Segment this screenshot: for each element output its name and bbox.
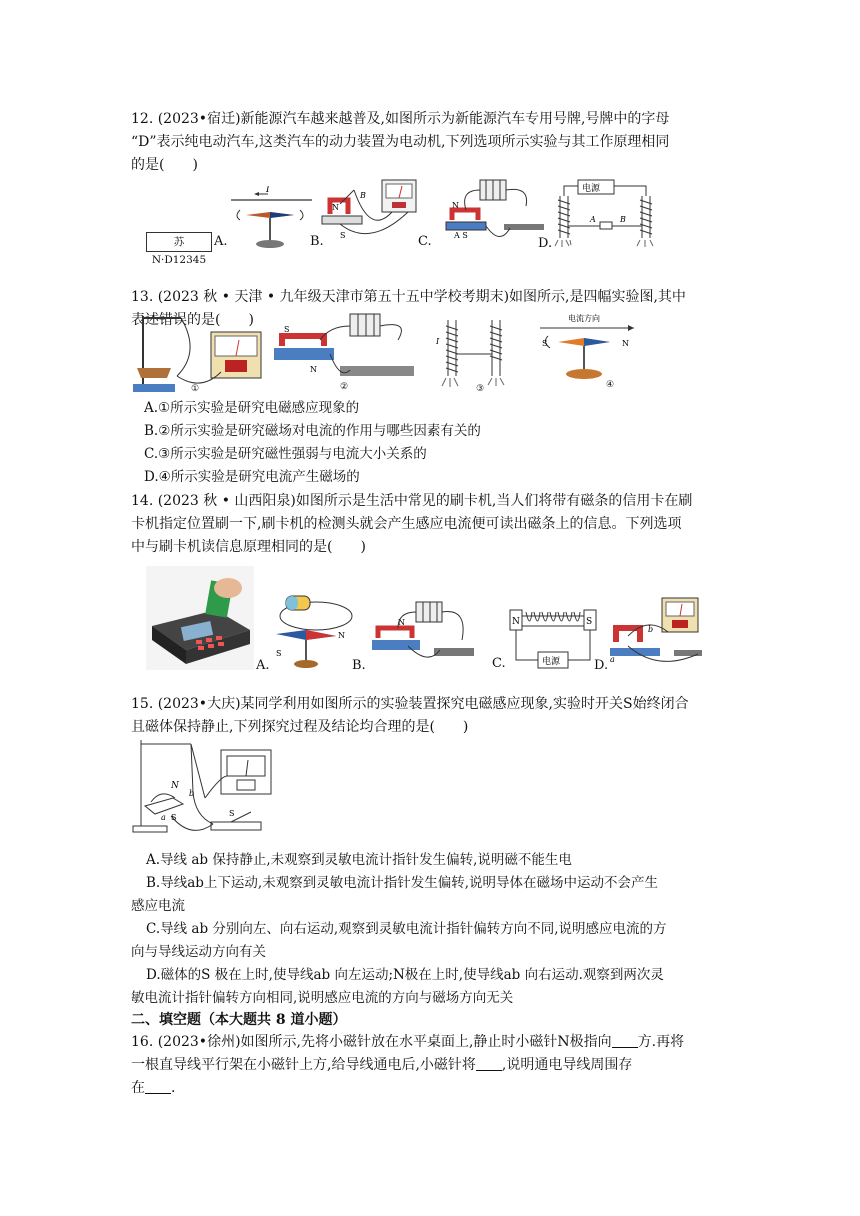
q14-line2: 卡机指定位置刷一下,刷卡机的检测头就会产生感应电流便可读出磁条上的信息。下列选项 [131, 516, 682, 532]
q16-line2-text-b: ,说明通电导线周围存 [501, 1057, 633, 1073]
svg-text:A: A [590, 215, 596, 224]
svg-text:N: N [512, 617, 520, 627]
svg-text:电源: 电源 [542, 657, 561, 667]
svg-text:A S: A S [454, 231, 468, 240]
svg-text:a: a [610, 655, 615, 664]
q16-line2 [131, 1054, 632, 1076]
q16-line1-text-a: 16. (2023•徐州)如图所示,先将小磁针放在水平桌面上,静止时小磁针N极指向 [131, 1034, 612, 1050]
svg-text:N: N [332, 203, 339, 212]
q13-caption-2: ② [340, 382, 349, 392]
q12-line1: 12. (2023•宿迁)新能源汽车越来越普及,如图所示为新能源汽车专用号牌,号牌中的字母 [131, 111, 670, 127]
q15-option-a: A.导线 ab 保持静止,未观察到灵敏电流计指针发生偏转,说明磁不能生电 [146, 852, 572, 868]
q12-option-d: D. [538, 236, 553, 251]
q13-caption-4: ④ [606, 380, 615, 390]
svg-text:N: N [171, 781, 179, 791]
q15-option-c-line1: C.导线 ab 分别向左、向右运动,观察到灵敏电流计指针偏转方向不同,说明感应电流的方 [146, 921, 667, 937]
svg-text:a: a [161, 813, 166, 822]
q13-figure-3 [432, 314, 522, 398]
q12-line3: 的是( ) [131, 157, 198, 173]
q16-line1-text-b: 方.再将 [637, 1034, 685, 1050]
q15-option-d-line1: D.磁体的S 极在上时,使导线ab 向左运动;N极在上时,使导线ab 向右运动.观察到两次灵 [146, 967, 664, 983]
q14-option-d: D. [594, 658, 609, 673]
svg-text:S: S [276, 649, 282, 658]
q12-figure-a [214, 186, 316, 250]
q14-option-a: A. [256, 658, 270, 673]
svg-text:N: N [310, 365, 317, 374]
q16-line3-text-b: . [171, 1080, 176, 1096]
svg-text:N: N [338, 631, 345, 640]
q14-figure-c [508, 600, 609, 674]
svg-text:电源: 电源 [582, 184, 601, 194]
plate-text: 苏N·D12345 [151, 236, 207, 266]
svg-text:S: S [542, 339, 548, 348]
section-title: 二、填空题（本大题共 8 道小题） [131, 1012, 347, 1028]
q12-option-c: C. [418, 234, 432, 249]
q15-line1: 15. (2023•大庆)某同学利用如图所示的实验装置探究电磁感应现象,实验时开关S始终闭合 [131, 696, 689, 712]
q16-line2-text-a: 一根直导线平行架在小磁针上方,给导线通电后,小磁针将 [131, 1057, 476, 1073]
q15-line2: 且磁体保持静止,下列探究过程及结论均合理的是( ) [131, 719, 469, 735]
q14-line3: 中与刷卡机读信息原理相同的是( ) [131, 539, 366, 555]
q13-option-c: C.③所示实验是研究磁性强弱与电流大小关系的 [144, 446, 427, 462]
svg-text:S: S [586, 617, 593, 627]
q12-line2: “D”表示纯电动汽车,这类汽车的动力装置为电动机,下列选项所示实验与其工作原理相同 [131, 134, 670, 150]
svg-text:电流方向: 电流方向 [568, 314, 600, 323]
q14-figure-a [266, 590, 366, 673]
svg-text:S: S [171, 813, 177, 822]
q13-figure-1 [131, 312, 271, 400]
svg-text:b: b [648, 625, 654, 634]
svg-text:N: N [452, 201, 459, 210]
q13-caption-3: ③ [476, 384, 485, 394]
svg-text:S: S [284, 325, 290, 334]
q12-figure-d [538, 176, 662, 251]
q13-caption-1: ① [191, 384, 200, 394]
q13-figure-4 [538, 312, 638, 392]
q13-line2: 表述错误的是( ) [131, 312, 254, 328]
q16-blank-3[interactable] [145, 1079, 171, 1094]
q12-option-a: A. [214, 234, 228, 249]
q12-option-b: B. [310, 234, 324, 249]
svg-text:I: I [266, 186, 270, 195]
svg-text:S: S [229, 809, 235, 818]
license-plate [146, 232, 212, 266]
svg-text:S: S [340, 231, 346, 240]
svg-text:B: B [620, 215, 626, 224]
q14-figure-d [608, 596, 708, 676]
q15-option-b-line1: B.导线ab上下运动,未观察到灵敏电流计指针发生偏转,说明导体在磁场中运动不会产生 [146, 875, 658, 891]
q13-line1: 13. (2023 秋 • 天津 • 九年级天津市第五十五中学校考期末)如图所示,是四幅实验图,其中 [131, 289, 686, 305]
q15-option-b-line2: 感应电流 [131, 898, 185, 914]
q16-line3-text-a: 在 [131, 1080, 145, 1096]
q12-figure-c [418, 176, 546, 249]
svg-text:I: I [436, 337, 440, 346]
svg-text:N: N [622, 339, 629, 348]
q13-figure-2 [270, 310, 420, 400]
q16-blank-1[interactable] [612, 1033, 638, 1048]
svg-text:b: b [189, 789, 195, 798]
q15-option-d-line2: 敏电流计指针偏转方向相同,说明感应电流的方向与磁场方向无关 [131, 990, 514, 1006]
q15-figure [131, 736, 281, 844]
svg-text:N: N [398, 618, 405, 627]
q16-line3 [131, 1077, 175, 1099]
q16-line1 [131, 1031, 684, 1053]
card-reader-photo [146, 566, 270, 673]
q13-option-a: A.①所示实验是研究电磁感应现象的 [144, 400, 360, 416]
q16-blank-2[interactable] [476, 1056, 502, 1071]
q13-option-b: B.②所示实验是研究磁场对电流的作用与哪些因素有关的 [144, 423, 481, 439]
svg-text:B: B [360, 191, 366, 200]
q14-line1: 14. (2023 秋 • 山西阳泉)如图所示是生活中常见的刷卡机,当人们将带有磁条的信用卡在刷 [131, 493, 693, 509]
q14-figure-b [368, 600, 506, 671]
q12-figure-b [310, 176, 420, 249]
q14-option-c: C. [492, 656, 506, 671]
q15-option-c-line2: 向与导线运动方向有关 [131, 944, 266, 960]
q13-option-d: D.④所示实验是研究电流产生磁场的 [144, 469, 360, 485]
q14-option-b: B. [352, 658, 366, 673]
